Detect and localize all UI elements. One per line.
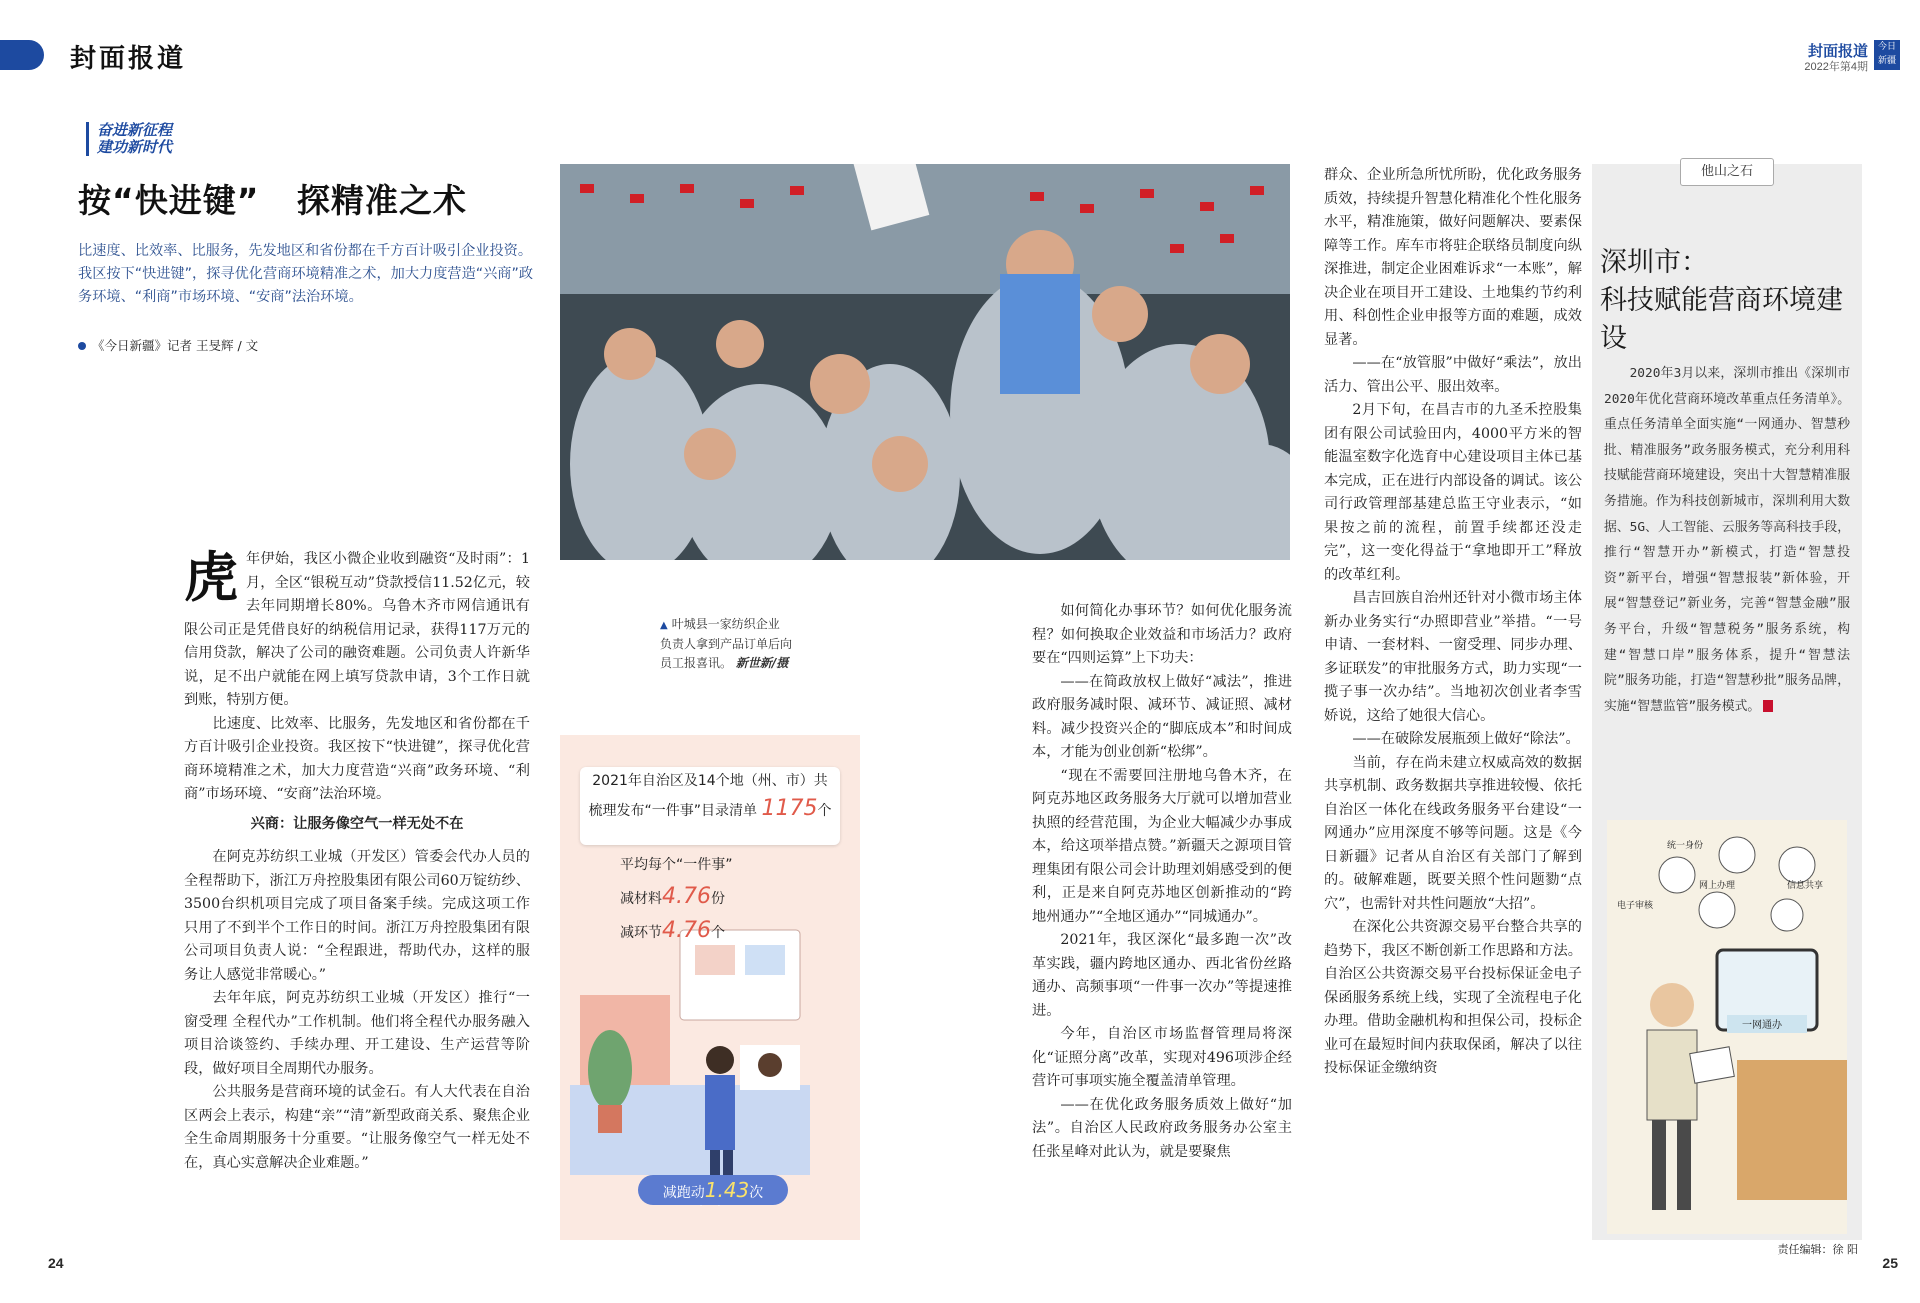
slogan-line-1: 奋进新征程 [97, 121, 173, 139]
sidebar-title-line-1: 深圳市： [1600, 247, 1708, 278]
infographic-line-2: 梳理发布“一件事”目录清单 1175个 [588, 796, 832, 821]
paragraph: “现在不需要回注册地乌鲁木齐，在阿克苏地区政务服务大厅就可以增加营业执照的经营范围，为企业大幅减少办事成本，给这项举措点赞。”新疆天之源项目管理集团有限公司会计助理刘娟感受到的便利，正是来自阿克苏地区创新推动的“跨地州通办”“全地区通办”“同城通办”。 [1032, 767, 1292, 925]
bullet-icon [78, 342, 86, 350]
article-column-2 [1032, 600, 1292, 1164]
paragraph: 公共服务是营商环境的试金石。有人大代表在自治区两会上表示，构建“亲”“清”新型政商关系、聚焦企业全生命周期服务十分重要。“让服务像空气一样无处不在，真心实意解决企业难题。” [184, 1084, 530, 1171]
slogan [86, 122, 172, 156]
stat-materials: 减材料4.76份 [620, 884, 725, 909]
article-column-1 [184, 548, 530, 1175]
article-column-3 [1324, 164, 1582, 1081]
article-photo [560, 164, 1290, 560]
paragraph: ——在简政放权上做好“减法”，推进政府服务减时限、减环节、减证照、减材料。减少投资兴企的“脚底成本”和时间成本，才能为创业创新“松绑”。 [1032, 673, 1292, 760]
byline: 《今日新疆》记者 王旻辉 / 文 [78, 336, 258, 354]
list-count: 1175 [761, 796, 818, 821]
slogan-line-2: 建功新时代 [97, 138, 173, 156]
section-title-right: 封面报道 [1807, 43, 1868, 60]
paragraph: 在深化公共资源交易平台整合共享的趋势下，我区不断创新工作思路和方法。自治区公共资源交易平台投标保证金电子保函服务系统上线，实现了全流程电子化办理。借助金融机构和担保公司，投标企业可在最短时间内获取保函，解决了以往投标保证金缴纳资 [1324, 919, 1582, 1076]
paragraph: 去年年底，阿克苏纺织工业城（开发区）推行“一窗受理 全程代办”工作机制。他们将全程代办服务融入项目洽谈签约、手续办理、开工建设、生产运营等阶段，做好项目全周期代办服务。 [184, 990, 530, 1077]
paragraph: 比速度、比效率、比服务，先发地区和省份都在千方百计吸引企业投资。我区按下“快进键”，探寻优化营商环境精准之术，加大力度营造“兴商”政务环境、“利商”市场环境、“安商”法治环境。 [184, 715, 530, 802]
cartoon-illustration [1607, 820, 1847, 1234]
cartoon-label: 信息共享 [1787, 881, 1824, 891]
paragraph: 昌吉回族自治州还针对小微市场主体新办业务实行“办照即营业”举措。“一号申请、一套材料、一窗受理、同步办理、多证联发”的审批服务方式，助力实现“一揽子事一次办结”。当地初次创业者李雪娇说，这给了她很大信心。 [1324, 590, 1582, 724]
section-tab-marker [0, 40, 44, 70]
caption-line: ▲ 叶城县一家纺织企业 [660, 617, 780, 631]
stat-runs-pill: 减跑动1.43次 [638, 1175, 788, 1205]
triangle-up-icon: ▲ [660, 620, 668, 631]
crowd-photo-illustration [560, 164, 1290, 560]
sidebar-title-line-2: 科技赋能营商环境建设 [1600, 285, 1843, 354]
cartoon-label: 一网通办 [1742, 1020, 1782, 1031]
paragraph: 今年，自治区市场监督管理局将深化“证照分离”改革，实现对496项涉企经营许可事项实施全覆盖清单管理。 [1032, 1026, 1292, 1089]
sidebar-body [1604, 361, 1850, 719]
paragraph: ——在优化政务服务质效上做好“加法”。自治区人民政府政务服务办公室主任张星峰对此认为，就是要聚焦 [1032, 1096, 1292, 1160]
paragraph: ——在“放管服”中做好“乘法”，放出活力、管出公平、服出效率。 [1324, 355, 1582, 395]
end-mark-icon [1763, 700, 1773, 712]
paragraph: 2020年3月以来，深圳市推出《深圳市2020年优化营商环境改革重点任务清单》。重点任务清单全面实施“一网通办、智慧秒批、精准服务”政务服务模式，充分利用科技赋能营商环境建设，突出十大智慧精准服务措施。作为科技创新城市，深圳利用大数据、5G、人工智能、云服务等高科技手段，推行“智慧开办”新模式，打造“智慧投资”新平台，增强“智慧报装”新体验，开展“智慧登记”新业务，完善“智慧金融”服务平台，升级“智慧税务”服务系统，构建“智慧口岸”服务体系，提升“智慧法院”服务功能，打造“智慧秒批”服务品牌，实施“智慧监管”服务模式。 [1604, 366, 1850, 714]
infographic-line-1: 2021年自治区及14个地（州、市）共 [592, 773, 828, 789]
magazine-logo: 今日新疆 [1874, 40, 1900, 70]
stat-steps: 减环节4.76个 [620, 918, 725, 943]
drop-cap: 虎 [184, 546, 238, 609]
sidebar-title [1600, 244, 1862, 358]
paragraph: 当前，存在尚未建立权威高效的数据共享机制、政务数据共享推进较慢、依托自治区一体化在线政务服务平台建设“一网通办”应用深度不够等问题。这是《今日新疆》记者从自治区有关部门了解到的。破解难题，既要关照个性问题勠“点穴”，也需针对共性问题放“大招”。 [1324, 754, 1582, 912]
section-title-left: 封面报道 [70, 44, 187, 74]
responsible-editor: 责任编辑：徐 阳 [1777, 1243, 1858, 1256]
paragraph: 群众、企业所急所忧所盼，优化政务服务质效，持续提升智慧化精准化个性化服务水平，精准施策，做好问题解决、要素保障等工作。库车市将驻企联络员制度向纵深推进，制定企业困难诉求“一本账”，解决企业在项目开工建设、土地集约节约利用、科创性企业申报等方面的难题，成效显著。 [1324, 167, 1582, 348]
subheading: 兴商：让服务像空气一样无处不在 [250, 815, 464, 832]
cartoon-label: 电子审核 [1617, 901, 1654, 911]
page-number-right: 25 [1882, 1255, 1898, 1271]
cartoon-label: 统一身份 [1667, 841, 1704, 851]
issue-number: 2022年第4期 [1804, 61, 1868, 73]
infographic-headline-box [580, 767, 840, 845]
infographic-stats [620, 850, 820, 949]
photo-caption [660, 615, 820, 673]
paragraph: 2月下旬，在昌吉市的九圣禾控股集团有限公司试验田内，4000平方米的智能温室数字化选育中心建设项目主体已基本完成，正在进行内部设备的调试。该公司行政管理部基建总监王守业表示，“如果按之前的流程，前置手续都还没走完”，这一变化得益于“拿地即开工”释放的改革红利。 [1324, 402, 1582, 583]
average-label: 平均每个“一件事” [620, 857, 733, 873]
sidebar-tag: 他山之石 [1680, 158, 1774, 186]
paragraph: 在阿克苏纺织工业城（开发区）管委会代办人员的全程帮助下，浙江万舟控股集团有限公司60万锭纺纱、3500台织机项目完成了项目备案手续。完成这项工作只用了不到半个工作日的时间。浙江万舟控股集团有限公司项目负责人说：“全程跟进，帮助代办，这样的服务让人感觉非常暖心。” [184, 849, 530, 983]
cartoon-label: 网上办理 [1699, 881, 1736, 891]
paragraph: 虎年伊始，我区小微企业收到融资“及时雨”：1月，全区“银税互动”贷款授信11.52亿元，较去年同期增长80%。乌鲁木齐市网信通讯有限公司正是凭借良好的纳税信用记录，获得117万元的信用贷款，解决了公司的融资难题。公司负责人许新华说，足不出户就能在网上填写贷款申请，3个工作日就到账，特别方便。 [184, 546, 530, 708]
infographic [560, 735, 860, 1240]
paragraph: ——在破除发展瓶颈上做好“除法”。 [1352, 731, 1580, 747]
article-headline: 按“快进键” 探精准之术 [78, 181, 467, 220]
article-lead: 比速度、比效率、比服务，先发地区和省份都在千方百计吸引企业投资。我区按下“快进键”，探寻优化营商环境精准之术，加大力度营造“兴商”政务环境、“利商”市场环境、“安商”法治环境。 [78, 243, 534, 305]
paragraph: 2021年，我区深化“最多跑一次”改革实践，疆内跨地区通办、西北省份丝路通办、高频事项“一件事一次办”等提速推进。 [1032, 932, 1292, 1019]
sidebar-box [1592, 164, 1862, 1240]
page-number-left: 24 [48, 1255, 64, 1271]
paragraph: 如何简化办事环节？如何优化服务流程？如何换取企业效益和市场活力？政府要在“四则运算”上下功夫： [1032, 603, 1292, 666]
one-network-cartoon [1607, 820, 1847, 1234]
caption-line: 负责人拿到产品订单后向 [660, 637, 793, 651]
caption-line: 员工报喜讯。 新世新/摄 [660, 656, 789, 670]
photo-credit: 新世新/摄 [735, 656, 789, 670]
